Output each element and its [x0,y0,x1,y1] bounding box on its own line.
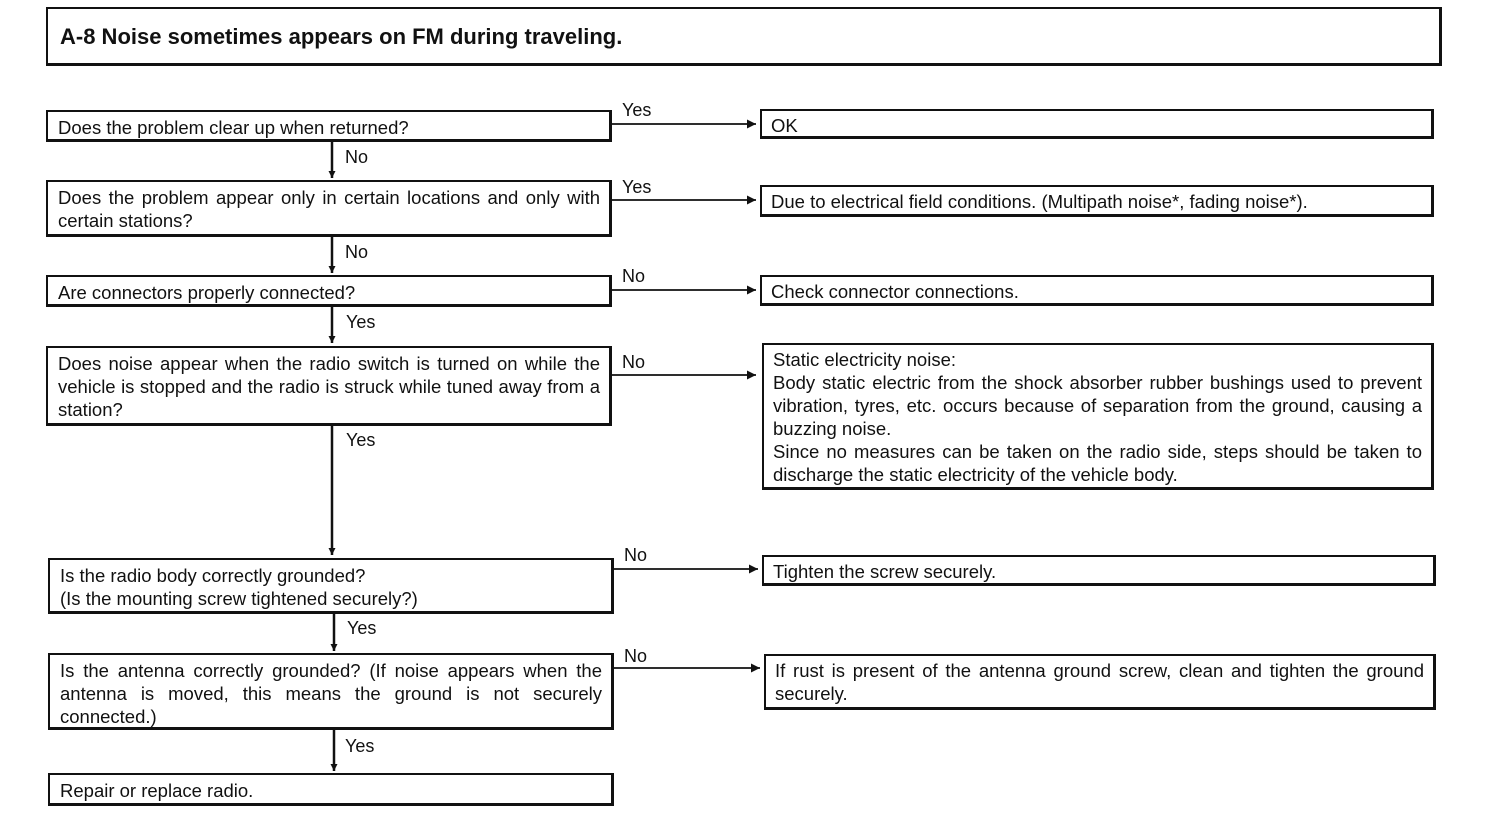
question-box-3 [46,275,612,307]
result-text: Since no measures can be taken on the radio side, steps should be taken to discharge the static electricity of the vehicle body. [773,441,1422,485]
result-box-antenna [764,654,1436,710]
down-label-yes-3: Yes [346,312,376,332]
result-box-field [760,185,1434,217]
question-box-2 [46,180,612,237]
question-text: (Is the mounting screw tightened securely?) [60,588,418,609]
question-text: Is the radio body correctly grounded? [60,565,366,586]
page-title [46,7,1442,66]
question-text: Does noise appear when the radio switch is turned on while the vehicle is stopped and the radio is struck while tuned away from a station? [58,353,600,420]
result-box-screw [762,555,1436,586]
side-label-no-6: No [624,646,648,666]
result-text: Due to electrical field conditions. (Multipath noise*, fading noise*). [771,191,1308,212]
side-label-yes-2: Yes [622,177,652,197]
title-text: A-8 Noise sometimes appears on FM during traveling. [60,23,623,49]
question-box-6 [48,653,614,730]
down-label-yes-4: Yes [346,430,376,450]
question-box-4 [46,346,612,426]
result-box-ok [760,109,1434,139]
result-text: Tighten the screw securely. [773,561,997,582]
down-label-no-1: No [345,147,369,167]
side-label-yes-1: Yes [622,100,652,120]
result-box-connectors [760,275,1434,306]
question-text: Repair or replace radio. [60,780,254,801]
question-text: Does the problem appear only in certain locations and only with certain stations? [58,187,600,231]
side-label-no-3: No [622,266,646,286]
down-label-yes-6: Yes [345,736,375,756]
question-text: Is the antenna correctly grounded? (If noise appears when the antenna is moved, this means the ground is not securely connected.) [60,660,602,727]
down-label-no-2: No [345,242,369,262]
result-text: Body static electric from the shock absorber rubber bushings used to prevent vibration, tyres, etc. occurs because of separation from the ground, causing a buzzing noise. [773,372,1422,439]
question-text: Does the problem clear up when returned? [58,117,409,138]
result-text: OK [771,115,798,136]
question-box-5 [48,558,614,614]
question-box-1 [46,110,612,142]
question-text: Are connectors properly connected? [58,282,356,303]
final-action-box [48,773,614,806]
result-text: If rust is present of the antenna ground screw, clean and tighten the ground securely. [775,660,1424,704]
side-label-no-4: No [622,352,646,372]
result-text: Check connector connections. [771,281,1019,302]
side-label-no-5: No [624,545,648,565]
down-label-yes-5: Yes [347,618,377,638]
result-text: Static electricity noise: [773,349,957,370]
result-box-static [762,343,1434,490]
